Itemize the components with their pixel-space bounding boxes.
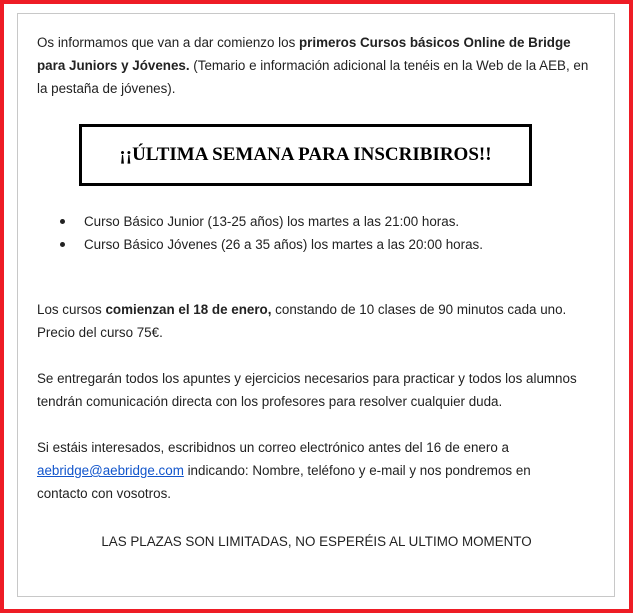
limited-places-notice: LAS PLAZAS SON LIMITADAS, NO ESPERÉIS AL ULTIMO MOMENTO <box>101 534 532 549</box>
course-list <box>60 210 580 256</box>
contact-text-2: indicando: Nombre, teléfono y e-mail y nos pondremos en contacto con vosotros. <box>37 463 531 501</box>
bullet-icon <box>60 219 65 224</box>
deadline-banner <box>79 124 532 186</box>
list-item <box>60 233 580 256</box>
course-price: Precio del curso 75€. <box>37 325 163 340</box>
list-item <box>60 210 580 233</box>
intro-course-title: primeros Cursos básicos Online de Bridge para Juniors y Jóvenes. <box>37 35 571 73</box>
schedule-paragraph <box>37 298 597 344</box>
contact-paragraph <box>37 436 577 505</box>
deadline-banner-text: ¡¡ÚLTIMA SEMANA PARA INSCRIBIROS!! <box>119 144 492 165</box>
email-link[interactable]: aebridge@aebridge.com <box>37 463 184 478</box>
intro-text-2: (Temario e información adicional la tenéis en la Web de la AEB, en la pestaña de jóvenes). <box>37 58 589 96</box>
intro-paragraph <box>37 31 597 100</box>
schedule-text-2: constando de 10 clases de 90 minutos cada uno. <box>271 302 567 317</box>
materials-paragraph: Se entregarán todos los apuntes y ejercicios necesarios para practicar y todos los alumnos tendrán comunicación directa con los profesores para resolver cualquier duda. <box>37 371 577 409</box>
schedule-start-date: comienzan el 18 de enero, <box>105 302 272 317</box>
intro-text-1: Os informamos que van a dar comienzo los <box>37 35 299 50</box>
course-junior: Curso Básico Junior (13-25 años) los martes a las 21:00 horas. <box>84 214 460 229</box>
schedule-text-1: Los cursos <box>37 302 106 317</box>
bullet-icon <box>60 242 65 247</box>
contact-text-1: Si estáis interesados, escribidnos un correo electrónico antes del 16 de enero a <box>37 440 509 455</box>
course-jovenes: Curso Básico Jóvenes (26 a 35 años) los martes a las 20:00 horas. <box>84 237 483 252</box>
